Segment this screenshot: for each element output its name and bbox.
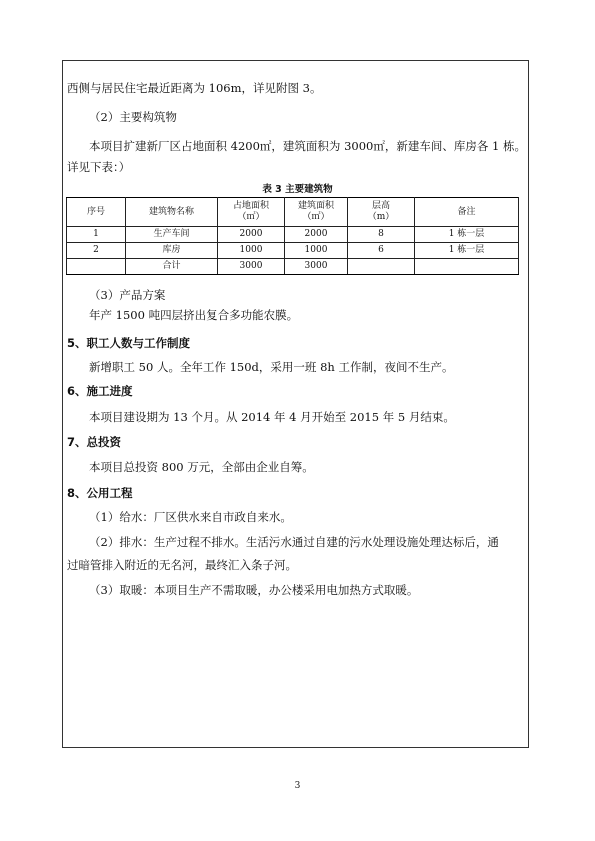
paragraph-investment: 本项目总投资 800 万元，全部由企业自筹。 — [89, 460, 314, 474]
table-cell: 1 栋一层 — [415, 243, 519, 259]
paragraph-product: 年产 1500 吨四层挤出复合多功能农膜。 — [89, 308, 299, 322]
table-cell: 3000 — [285, 259, 348, 275]
paragraph-schedule: 本项目建设期为 13 个月。从 2014 年 4 月开始至 2015 年 5 月结束。 — [89, 410, 455, 424]
header-cell: 占地面积 （㎡） — [218, 198, 285, 227]
header-cell: 层高 （m） — [348, 198, 415, 227]
subheading-product-plan: （3）产品方案 — [89, 288, 166, 302]
header-cell: 建筑面积 （㎡） — [285, 198, 348, 227]
table-caption: 表 3 主要建筑物 — [262, 184, 333, 195]
table-cell — [415, 259, 519, 275]
heading-investment: 7、总投资 — [67, 435, 122, 449]
utilities-drainage-cont: 过暗管排入附近的无名河，最终汇入条子河。 — [67, 558, 297, 572]
table-row — [67, 243, 519, 259]
table-cell: 库房 — [126, 243, 218, 259]
subheading-main-buildings: （2）主要构筑物 — [89, 110, 177, 124]
content-frame — [62, 60, 529, 748]
paragraph-location: 西侧与居民住宅最近距离为 106m，详见附图 3。 — [67, 81, 322, 95]
heading-staff: 5、职工人数与工作制度 — [67, 336, 191, 350]
table-cell: 2 — [67, 243, 126, 259]
table-header-row — [67, 198, 519, 227]
paragraph-buildings-cont: 详见下表：） — [67, 160, 131, 174]
table-cell: 2000 — [285, 227, 348, 243]
header-cell: 序号 — [67, 198, 126, 227]
table-cell: 1 栋一层 — [415, 227, 519, 243]
table-cell: 生产车间 — [126, 227, 218, 243]
table-row — [67, 227, 519, 243]
table-cell — [348, 259, 415, 275]
heading-utilities: 8、公用工程 — [67, 486, 133, 500]
table-cell: 1000 — [285, 243, 348, 259]
utilities-water-supply: （1）给水：厂区供水来自市政自来水。 — [89, 510, 292, 524]
page-number: 3 — [294, 781, 301, 791]
table-cell: 1000 — [218, 243, 285, 259]
utilities-drainage: （2）排水：生产过程不排水。生活污水通过自建的污水处理设施处理达标后，通 — [89, 535, 499, 549]
heading-schedule: 6、施工进度 — [67, 384, 133, 398]
table-row-total — [67, 259, 519, 275]
header-cell: 备注 — [415, 198, 519, 227]
table-cell: 8 — [348, 227, 415, 243]
paragraph-buildings: 本项目扩建新厂区占地面积 4200㎡，建筑面积为 3000㎡，新建车间、库房各 1 栋。 — [89, 139, 526, 153]
table-cell — [67, 259, 126, 275]
utilities-heating: （3）取暖：本项目生产不需取暖，办公楼采用电加热方式取暖。 — [89, 583, 419, 597]
buildings-table — [66, 197, 519, 275]
table-cell: 1 — [67, 227, 126, 243]
header-cell: 建筑物名称 — [126, 198, 218, 227]
paragraph-staff: 新增职工 50 人。全年工作 150d，采用一班 8h 工作制，夜间不生产。 — [89, 360, 454, 374]
table-cell: 2000 — [218, 227, 285, 243]
table-cell: 合计 — [126, 259, 218, 275]
table-cell: 6 — [348, 243, 415, 259]
table-cell: 3000 — [218, 259, 285, 275]
